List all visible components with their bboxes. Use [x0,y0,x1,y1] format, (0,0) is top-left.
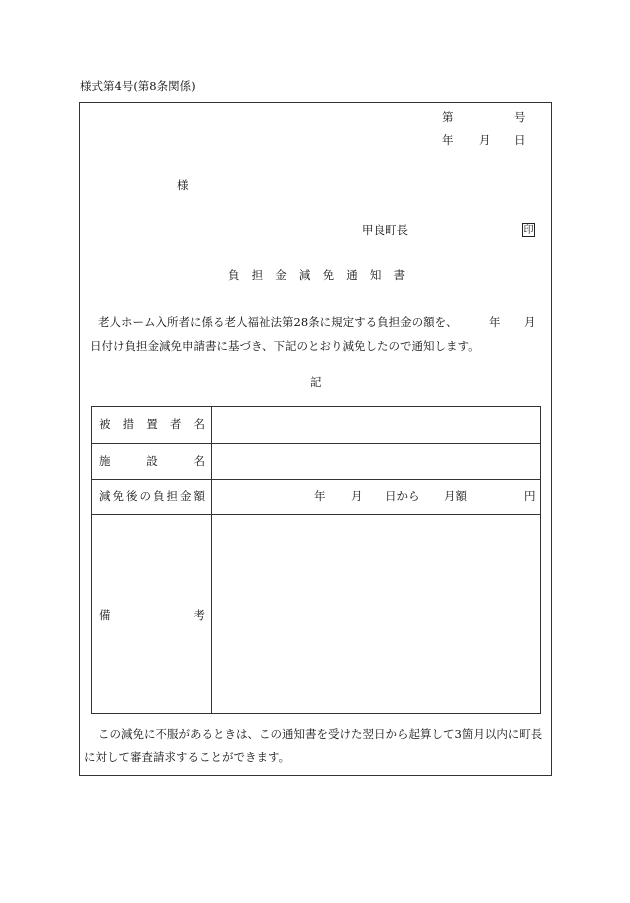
amount-month-label: 月 [351,489,363,503]
row-label-char: 担 [166,489,178,503]
issuer-name: 甲良町長 [362,223,408,237]
row-label-char: 置 [146,417,158,431]
title-char: 金 [275,268,287,282]
body-line-1: 老人ホーム入所者に係る老人福祉法第28条に規定する負担金の額を、 [98,315,458,329]
row-label-char: 減 [99,489,111,503]
table-row [92,515,540,713]
amount-from-day-label: 日から [385,489,420,503]
table-column-divider [211,407,212,713]
table-row [92,444,540,480]
title-char: 負 [228,268,240,282]
title-char: 担 [251,268,264,282]
doc-number-prefix: 第 [442,110,454,124]
row-label-char: 被 [99,417,111,431]
row-label-recipient-name [99,419,205,431]
row-label-char: の [139,489,151,503]
amount-monthly-label: 月額 [444,489,467,503]
body-month-label: 月 [524,315,536,329]
row-label-char: 額 [193,489,205,503]
amount-yen-label: 円 [524,489,536,503]
row-label-char: 考 [193,608,205,622]
title-char: 免 [322,268,335,282]
row-label-char: 名 [193,454,205,468]
ki-heading: 記 [310,375,322,389]
row-label-char: 備 [99,608,111,622]
title-char: 知 [369,268,382,282]
row-label-char: 金 [180,489,192,503]
document-title [228,270,405,282]
title-char: 書 [393,268,405,282]
row-label-char: 措 [122,417,135,431]
amount-year-label: 年 [314,489,326,503]
seal-mark: 印 [523,225,534,236]
date-year-label: 年 [442,133,454,147]
row-label-char: 施 [99,454,111,468]
row-label-char: 負 [153,489,165,503]
title-char: 通 [346,268,358,282]
doc-number-suffix: 号 [514,110,526,124]
title-char: 減 [298,268,311,282]
row-label-char: 後 [126,489,138,503]
row-label-facility-name [99,456,205,468]
row-label-char: 者 [169,417,182,431]
details-table [91,406,541,714]
table-row [92,480,540,515]
table-row [92,407,540,444]
row-label-char: 設 [146,454,158,468]
row-label-char: 免 [112,489,124,503]
row-label-remarks [99,610,205,622]
recipient-suffix: 様 [177,178,189,192]
form-label: 様式第4号(第8条関係) [80,79,196,93]
date-day-label: 日 [514,133,526,147]
notice-line-2: に対して審査請求することができます。 [84,750,291,764]
date-month-label: 月 [479,133,491,147]
row-label-char: 名 [193,417,205,431]
notice-line-1: この減免に不服があるときは、この通知書を受けた翌日から起算して3箇月以内に町長 [98,727,543,741]
body-line-2: 日付け負担金減免申請書に基づき、下記のとおり減免したので通知します。 [90,339,480,353]
body-year-label: 年 [489,315,501,329]
row-label-reduced-amount [99,491,205,503]
